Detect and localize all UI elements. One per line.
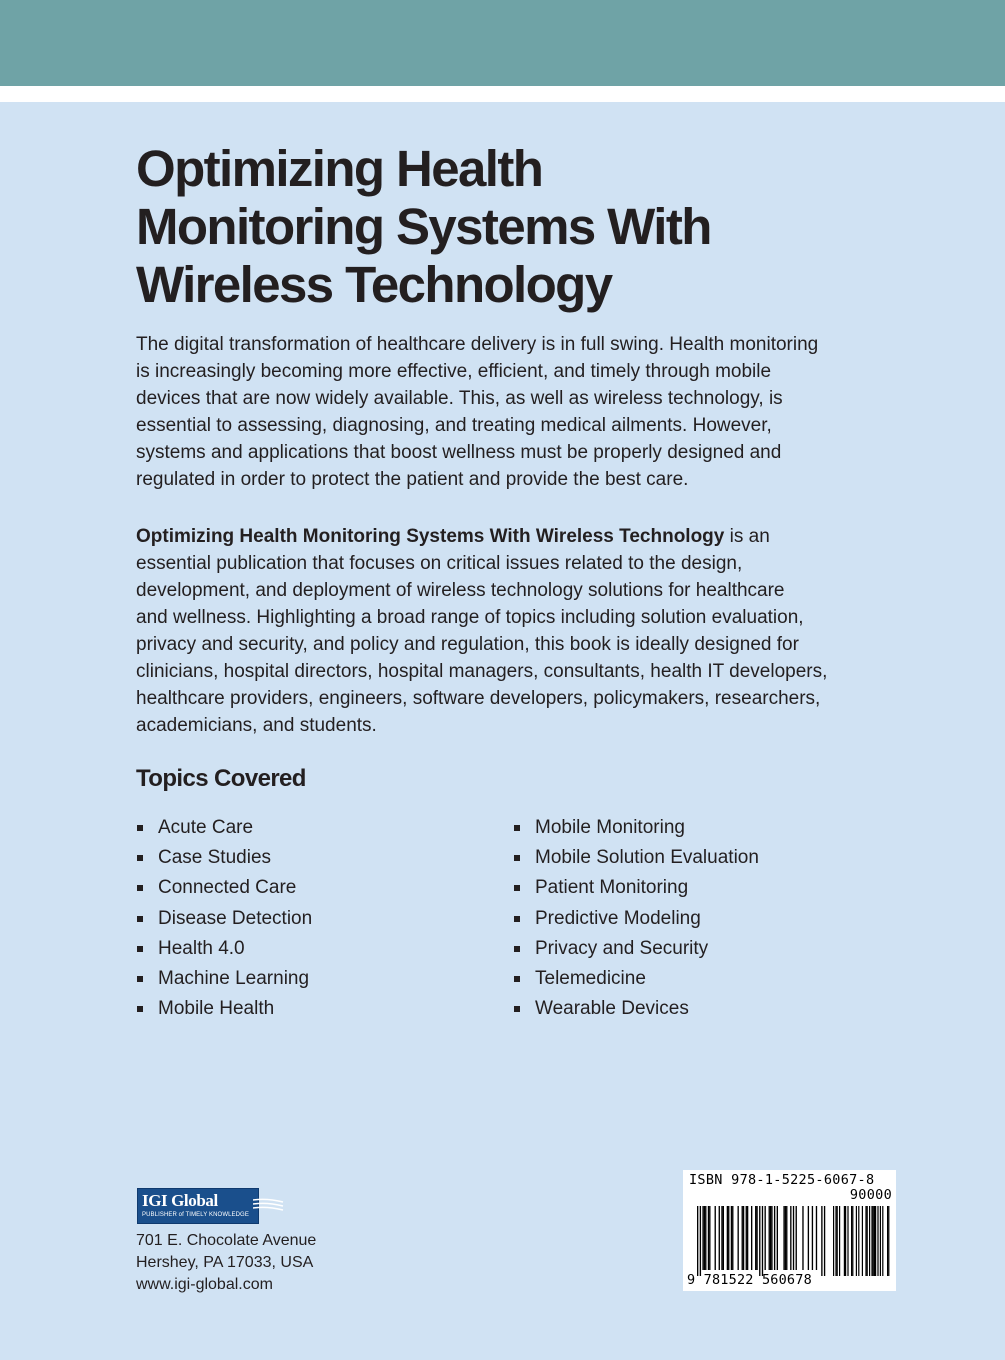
barcode-bar <box>774 1206 775 1270</box>
barcode-bar <box>762 1206 763 1276</box>
barcode-bar <box>793 1206 794 1270</box>
topic-label: Mobile Solution Evaluation <box>535 847 759 869</box>
addon-bar <box>888 1206 889 1276</box>
topic-item <box>136 964 312 994</box>
topic-item <box>136 994 312 1024</box>
barcode-bar <box>759 1206 760 1276</box>
description-paragraph-1 <box>136 331 896 493</box>
addon-bar <box>875 1206 876 1276</box>
barcode-bar <box>732 1206 733 1270</box>
barcode-bar <box>808 1206 809 1270</box>
logo-swoosh-icon <box>253 1196 285 1214</box>
barcode-bar <box>765 1206 766 1270</box>
addon-bar <box>867 1206 868 1276</box>
addon-bar <box>858 1206 859 1276</box>
topic-label: Acute Care <box>158 817 254 838</box>
bullet-icon <box>137 946 143 952</box>
paragraph-line: systems and applications that boost wellness must be properly designed and <box>136 442 782 463</box>
barcode-bar <box>821 1206 822 1276</box>
bullet-icon <box>514 916 520 922</box>
topic-label: Wearable Devices <box>535 998 689 1020</box>
bullet-icon <box>514 1006 520 1012</box>
topic-item <box>136 843 312 873</box>
bullet-icon <box>137 855 143 861</box>
description-paragraph-2 <box>136 523 896 739</box>
topic-item <box>513 934 759 964</box>
addon-bar <box>851 1206 852 1276</box>
addon-bar <box>837 1206 838 1276</box>
addon-bar <box>847 1206 848 1276</box>
barcode-bar <box>746 1206 747 1270</box>
barcode-bar <box>812 1206 813 1270</box>
paragraph-line: essential to assessing, diagnosing, and treating medical ailments. However, <box>136 415 772 436</box>
addon-bar <box>871 1206 872 1276</box>
barcode-bar <box>777 1206 778 1270</box>
ean-digits: 9 781522 560678 <box>687 1272 812 1288</box>
addon-bar <box>880 1206 881 1276</box>
addon-bar <box>882 1206 883 1276</box>
topic-label: Mobile Health <box>158 998 275 1020</box>
isbn-label: ISBN 978-1-5225-6067-8 <box>689 1172 875 1188</box>
topic-item <box>136 813 312 843</box>
topic-label: Mobile Monitoring <box>535 817 685 838</box>
barcode-bar <box>731 1206 732 1270</box>
igi-global-logo <box>137 1188 287 1224</box>
topic-label: Case Studies <box>158 847 272 869</box>
paragraph-line <box>136 523 896 550</box>
barcode-bar <box>742 1206 743 1270</box>
addon-bar <box>873 1206 874 1276</box>
topic-label: Predictive Modeling <box>535 907 701 929</box>
paragraph-line: regulated in order to protect the patient and provide the best care. <box>136 469 689 490</box>
barcode-bar <box>747 1206 748 1270</box>
topic-item <box>136 873 312 903</box>
logo-box <box>137 1188 259 1224</box>
bullet-icon <box>137 916 143 922</box>
addon-bar <box>835 1206 836 1276</box>
topic-item <box>136 904 312 934</box>
paragraph-line: and wellness. Highlighting a broad range of topics including solution evaluation, <box>136 607 804 628</box>
address-line: Hershey, PA 17033, USA <box>136 1254 314 1271</box>
barcode-bar <box>697 1206 698 1276</box>
title-line: Optimizing Health <box>136 140 543 197</box>
bullet-icon <box>514 946 520 952</box>
barcode-bar <box>704 1206 705 1270</box>
barcode-bar <box>719 1206 720 1270</box>
cover-white-stripe <box>0 86 1005 102</box>
paragraph-line: The digital transformation of healthcare delivery is in full swing. Health monitoring <box>136 334 819 355</box>
barcode-bar <box>769 1206 770 1270</box>
topic-label: Disease Detection <box>158 907 313 929</box>
barcode-bar <box>796 1206 797 1270</box>
topic-label: Patient Monitoring <box>535 877 689 899</box>
addon-bar <box>856 1206 857 1276</box>
topic-item <box>513 964 759 994</box>
title-line: Monitoring Systems With <box>136 198 711 255</box>
paragraph-line: healthcare providers, engineers, software developers, policymakers, researchers, <box>136 688 821 709</box>
paragraph-line: essential publication that focuses on critical issues related to the design, <box>136 553 743 574</box>
topic-label: Privacy and Security <box>535 937 709 959</box>
topic-label: Machine Learning <box>158 967 310 989</box>
barcode-bar <box>727 1206 728 1270</box>
addon-bar <box>862 1206 863 1276</box>
barcode-bar <box>790 1206 791 1270</box>
bullet-icon <box>514 825 520 831</box>
addon-bar <box>877 1206 878 1276</box>
addon-bar <box>865 1206 866 1276</box>
addon-bar <box>839 1206 840 1276</box>
topic-label: Health 4.0 <box>158 937 245 959</box>
barcode-bar <box>708 1206 709 1270</box>
isbn-barcode <box>683 1170 896 1291</box>
publisher-address <box>136 1230 316 1296</box>
barcode-bar <box>705 1206 706 1270</box>
topic-item <box>513 813 759 843</box>
barcode-bar <box>755 1206 756 1270</box>
barcode-bar <box>751 1206 752 1270</box>
paragraph-line: academicians, and students. <box>136 715 377 736</box>
topics-list-left <box>136 813 312 1024</box>
barcode-bar <box>770 1206 771 1270</box>
barcode-bar <box>700 1206 701 1276</box>
barcode-bar <box>728 1206 729 1270</box>
barcode-bar <box>771 1206 772 1270</box>
bullet-icon <box>137 1006 143 1012</box>
addon-bar <box>833 1206 834 1276</box>
bullet-icon <box>514 885 520 891</box>
barcode-bar <box>715 1206 716 1270</box>
cover-top-band <box>0 0 1005 86</box>
barcode-bar <box>816 1206 817 1270</box>
topic-item <box>513 904 759 934</box>
address-line: 701 E. Chocolate Avenue <box>136 1232 317 1249</box>
logo-tagline: PUBLISHER of TIMELY KNOWLEDGE <box>142 1212 249 1218</box>
barcode-bar <box>743 1206 744 1270</box>
barcode-bar <box>721 1206 722 1270</box>
topic-item <box>513 843 759 873</box>
paragraph-line: devices that are now widely available. This, as well as wireless technology, is <box>136 388 783 409</box>
barcode-bar <box>709 1206 710 1270</box>
addon-bar <box>845 1206 846 1276</box>
barcode-bar <box>738 1206 739 1270</box>
paragraph-line: clinicians, hospital directors, hospital managers, consultants, health IT developers, <box>136 661 828 682</box>
addon-bar <box>852 1206 853 1276</box>
barcode-bar <box>802 1206 803 1270</box>
addon-bars <box>833 1206 889 1276</box>
publisher-website-link[interactable]: www.igi-global.com <box>136 1276 273 1293</box>
paragraph-line: privacy and security, and policy and regulation, this book is ideally designed for <box>136 634 799 655</box>
topics-heading: Topics Covered <box>136 765 306 792</box>
topic-label: Connected Care <box>158 877 297 899</box>
topics-list-right <box>513 813 759 1024</box>
bullet-icon <box>137 825 143 831</box>
book-title-inline: Optimizing Health Monitoring Systems With Wireless Technology <box>136 526 725 547</box>
paragraph-text: is an <box>724 526 770 547</box>
barcode-bar <box>702 1206 703 1270</box>
barcode-bar <box>723 1206 724 1270</box>
price-code: 90000 <box>849 1187 892 1203</box>
book-title <box>136 140 896 314</box>
topic-item <box>136 934 312 964</box>
barcode-bar <box>785 1206 786 1270</box>
barcode-bar <box>824 1206 825 1276</box>
addon-bar <box>887 1206 888 1276</box>
ean-bars <box>697 1206 825 1276</box>
topic-item <box>513 994 759 1024</box>
addon-bar <box>869 1206 870 1276</box>
bullet-icon <box>137 976 143 982</box>
addon-bar <box>874 1206 875 1276</box>
bullet-icon <box>514 855 520 861</box>
title-line: Wireless Technology <box>136 256 612 313</box>
bullet-icon <box>514 976 520 982</box>
paragraph-line: is increasingly becoming more effective, efficient, and timely through mobile <box>136 361 772 382</box>
barcode-bar <box>756 1206 757 1270</box>
logo-name: IGI Global <box>142 1191 218 1210</box>
barcode-bar <box>783 1206 784 1270</box>
paragraph-line: development, and deployment of wireless technology solutions for healthcare <box>136 580 785 601</box>
topic-item <box>513 873 759 903</box>
topic-label: Telemedicine <box>535 967 646 989</box>
barcode-bar <box>786 1206 787 1270</box>
addon-bar <box>844 1206 845 1276</box>
bullet-icon <box>137 885 143 891</box>
